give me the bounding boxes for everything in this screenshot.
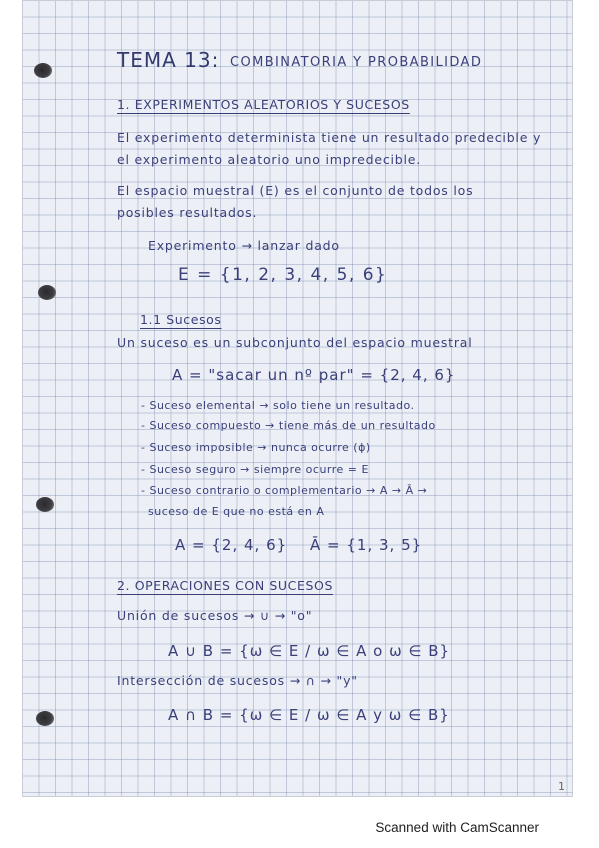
page-title: TEMA 13: (117, 48, 220, 72)
sample-space-set: E = {1, 2, 3, 4, 5, 6} (178, 265, 388, 285)
subsection-heading: 1.1 Sucesos (140, 312, 222, 327)
definition-line: Un suceso es un subconjunto del espacio muestral (117, 335, 473, 350)
paragraph-line: el experimento aleatorio uno impredecible. (117, 152, 422, 167)
union-formula: A ∪ B = {ω ∈ E / ω ∈ A o ω ∈ B} (168, 642, 451, 660)
intersection-formula: A ∩ B = {ω ∈ E / ω ∈ A y ω ∈ B} (168, 706, 450, 724)
section-heading: 2. OPERACIONES CON SUCESOS (117, 578, 334, 593)
event-type-continuation: suceso de E que no está en A (148, 505, 325, 518)
paragraph-line: El experimento determinista tiene un resultado predecible y (117, 130, 542, 145)
paragraph-line: El espacio muestral (E) es el conjunto de todos los (117, 183, 474, 198)
event-type-item: - Suceso seguro → siempre ocurre = E (141, 463, 369, 476)
event-example: A = "sacar un nº par" = {2, 4, 6} (172, 366, 456, 384)
page-number: 1 (558, 780, 565, 793)
event-type-item: - Suceso compuesto → tiene más de un resultado (141, 419, 436, 432)
complement-example-a: A = {2, 4, 6} (175, 536, 288, 554)
event-type-item: - Suceso contrario o complementario → A → Ā → (141, 484, 428, 497)
intersection-label: Intersección de sucesos → ∩ → "y" (117, 673, 358, 688)
punch-hole (34, 63, 52, 78)
paragraph-line: posibles resultados. (117, 205, 258, 220)
page-subtitle: COMBINATORIA Y PROBABILIDAD (230, 55, 483, 70)
example-line: Experimento → lanzar dado (148, 238, 340, 253)
punch-hole (38, 285, 56, 300)
punch-hole (36, 497, 54, 512)
event-type-item: - Suceso elemental → solo tiene un resultado. (141, 399, 415, 412)
punch-hole (36, 711, 54, 726)
section-heading: 1. EXPERIMENTOS ALEATORIOS Y SUCESOS (117, 97, 410, 112)
scanner-watermark: Scanned with CamScanner (375, 820, 539, 835)
event-type-item: - Suceso imposible → nunca ocurre (ϕ) (141, 441, 371, 454)
union-label: Unión de sucesos → ∪ → "o" (117, 608, 313, 623)
complement-example-abar: Ā = {1, 3, 5} (310, 536, 423, 554)
